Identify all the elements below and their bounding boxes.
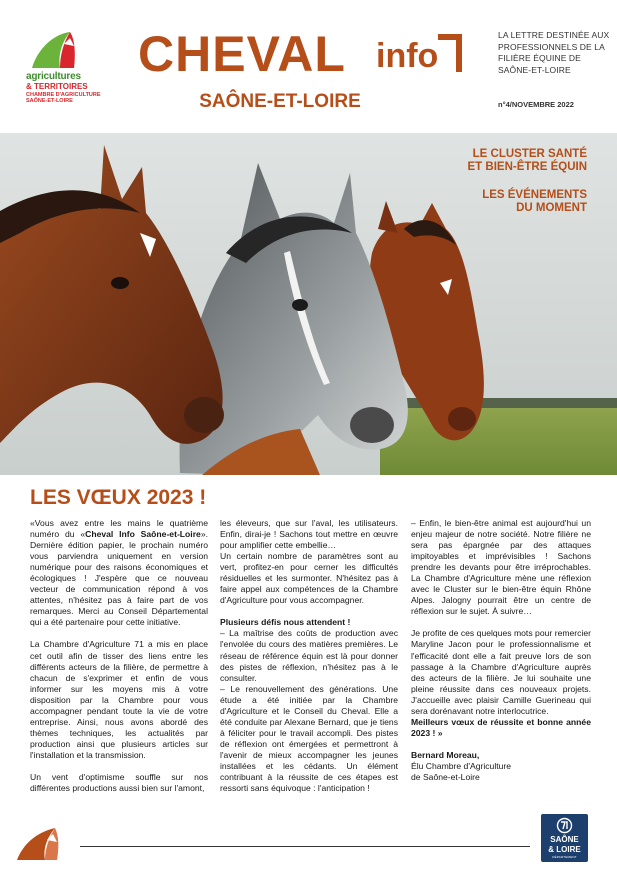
teaser-cluster-sante[interactable] (468, 148, 587, 174)
saone-et-loire-department-logo (541, 814, 588, 862)
horse-head-logo-icon (436, 32, 464, 76)
paragraph: Un certain nombre de paramètres sont au vert, profitez-en pour cerner les difficultés résiduelles et les surmonter. N'hésitez pas à faire appel aux compétences de la Chambre d'Agriculture pour vous accompagner. (220, 551, 398, 606)
article-column-1 (30, 518, 208, 794)
teaser-1-line-1: LE CLUSTER SANTÉ (472, 148, 587, 160)
article-column-2 (220, 518, 398, 794)
newsletter-tagline: LA LETTRE DESTINÉE AUX PROFESSIONNELS DE LA FILIÈRE ÉQUINE DE SAÔNE-ET-LOIRE (498, 30, 610, 75)
issue-number: n°4/NOVEMBRE 2022 (498, 100, 574, 109)
paragraph (220, 617, 398, 683)
chambre-agriculture-logo (24, 28, 104, 108)
signature-role: Élu Chambre d'Agriculture (411, 760, 512, 771)
department-emblem-icon (555, 817, 574, 834)
department-name-1: SAÔNE (550, 835, 579, 844)
paragraph: – Enfin, le bien-être animal est aujourd'hui un enjeu majeur de notre société. Notre filière ne sera pas épargnée par des attaques impitoyables et imprévisibles ! Sachons prendre les devants pour être irréprochables. La Chambre d'Agriculture mène une réflexion avec le Cluster sur le bien-être équin Rhône Alpes. Jalogny pourrait être un centre de réflexion sur le sujet. À suivre… (411, 518, 591, 617)
paragraph (30, 518, 208, 628)
footer-horse-logo-icon (15, 826, 61, 862)
hero-horses-photo (0, 133, 617, 475)
masthead (138, 26, 468, 90)
paragraph: – Le renouvellement des générations. Une étude a été initiée par la Chambre d'Agriculture et le Conseil du Cheval. Elle a été conduite par Alexane Bernard, que je tiens à féliciter pour le travail accompli. Des pistes de réflexion ont émergées et permettront à l'avenir de mieux accompagner les jeunes installées et les cédants. Un élément contribuant à la réussite de ces étapes est ressorti sans équivoque : l'anticipation ! (220, 683, 398, 794)
teaser-2-line-2: DU MOMENT (516, 202, 587, 214)
closing-wishes (411, 717, 591, 739)
brand-line-1: agricultures (26, 71, 81, 82)
department-label: DÉPARTEMENT (552, 855, 577, 859)
newsletter-name: Cheval Info Saône-et-Loire (85, 529, 201, 540)
paragraph-text: ». Dernière édition papier, le prochain numéro vous parviendra uniquement en version numérique pour des raisons économiques et écologiques ! J'espère que ce nouveau vecteur de communication répond à vos attentes, n'hésitez pas à faire part de vos remarques. Merci au Conseil Départemental qui a été partenaire pour cette initiative. (30, 529, 208, 628)
paragraph: La Chambre d'Agriculture 71 a mis en place cet outil afin de tisser des liens entre les différents acteurs de la filière, de permettre à chacun de s'exprimer et enfin de vous informer sur les moyens mis à votre disposition par la Chambre pour vous accompagner pendant toute la vie de votre entreprise. Ainsi, nous avons abordé des thèmes techniques, les actualités par production ainsi que plusieurs articles sur l'installation et la transmission. (30, 639, 208, 760)
brand-line-4: SAÔNE-ET-LOIRE (26, 98, 73, 104)
signature-name: Bernard Moreau, (411, 749, 480, 760)
horses-illustration (0, 133, 617, 475)
paragraph: Je profite de ces quelques mots pour remercier Maryline Jacon pour le professionnalisme et l'efficacité dont elle a fait preuve lors de son passage à la Chambre d'Agriculture auprès des acteurs de la filière. Je lui souhaite une pleine réussite dans ces nouveaux projets. J'accueille avec plaisir Camille Guerineau qui sera dorénavant notre interlocutrice. (411, 628, 591, 716)
department-name-2: & LOIRE (548, 845, 581, 854)
signature-role: de Saône-et-Loire (411, 771, 480, 782)
closing-text: Meilleurs vœux de réussite et bonne année 2023 ! » (411, 716, 591, 738)
article-title: LES VŒUX 2023 ! (30, 486, 207, 509)
footer-divider (80, 846, 530, 847)
paragraph-text: «Vous avez entre les mains le quatrième numéro du « (30, 518, 208, 540)
section-heading: Plusieurs défis nous attendent ! (220, 617, 351, 628)
teaser-evenements[interactable] (482, 189, 587, 215)
teaser-1-line-2: ET BIEN-ÊTRE ÉQUIN (467, 161, 587, 173)
masthead-title: CHEVAL (138, 26, 346, 82)
paragraph-text: – La maîtrise des coûts de production avec l'envolée du cours des matières premières. Le réseau de référence équin est là pour donner des pistes de réflexion, n'hésitez pas à le consulter. (220, 628, 398, 683)
masthead-info: info (376, 37, 439, 75)
paragraph: les éleveurs, que sur l'aval, les utilisateurs. Enfin, dirai-je ! Sachons tout mettre en œuvre pour amplifier cette embellie… (220, 518, 398, 551)
masthead-subtitle: SAÔNE-ET-LOIRE (199, 91, 361, 112)
teaser-2-line-1: LES ÉVÉNEMENTS (482, 189, 587, 201)
article-column-3 (411, 518, 591, 783)
brand-line-3: CHAMBRE D'AGRICULTURE (26, 92, 101, 98)
signature (411, 750, 591, 783)
agricultures-leaf-icon (24, 28, 104, 72)
paragraph: Un vent d'optimisme souffle sur nos différentes productions aussi bien sur l'amont, (30, 771, 208, 794)
brand-line-2: & TERRITOIRES (26, 82, 88, 91)
